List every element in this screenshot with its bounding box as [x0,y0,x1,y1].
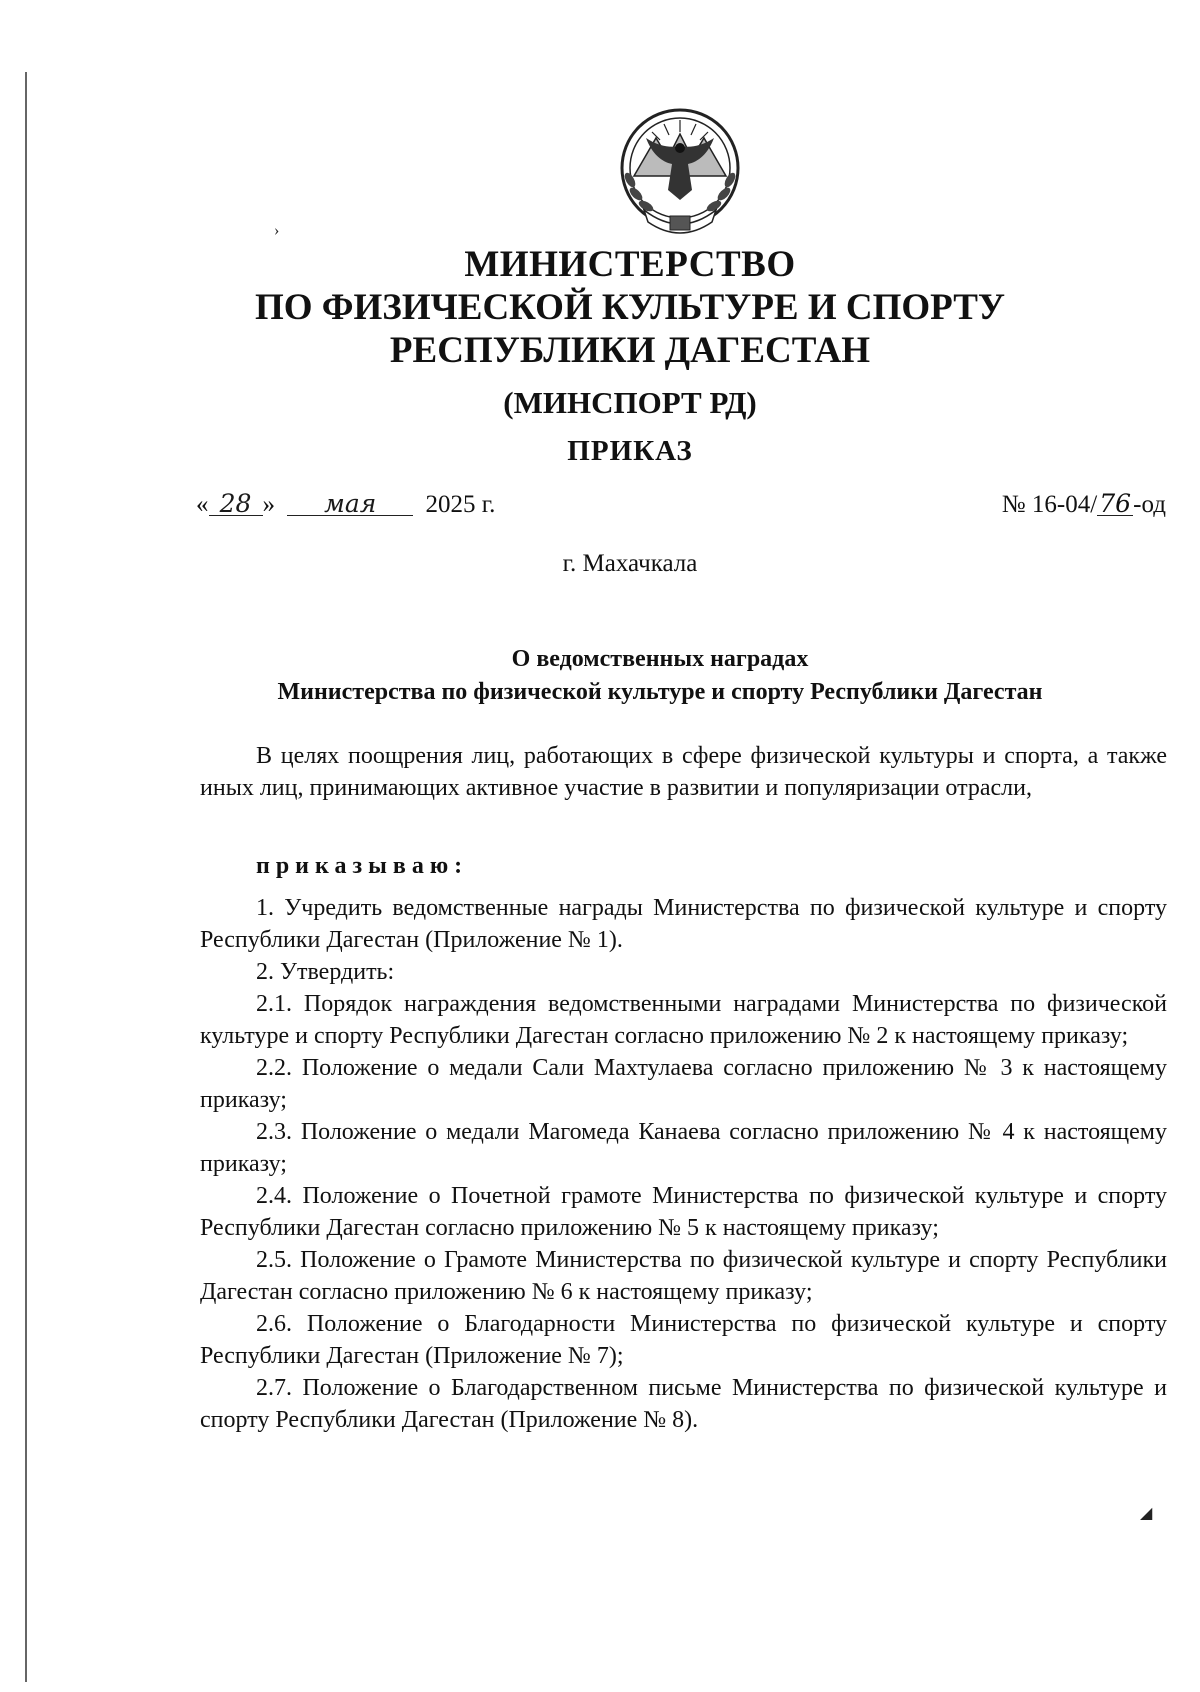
list-item: 2. Утвердить: [256,959,395,985]
title-line2: Министерства по физической культуре и спорту Республики Дагестан [277,679,1043,705]
document-title [200,643,1120,709]
city: г. Махачкала [562,550,698,577]
document-type: ПРИКАЗ [567,435,693,467]
intro-text: В целях поощрения лиц, работающих в сфере физической культуры и спорта, а также иных лиц, принимающих активное участие в развитии и популяризации отрасли, [200,743,1167,801]
ministry-abbreviation: (МИНСПОРТ РД) [503,385,757,420]
order-number-handwritten: 76 [1097,493,1133,516]
order-word: приказываю: [256,853,469,879]
order-number-prefix: № 16-04/ [1001,491,1098,518]
list-item: 2.4. Положение о Почетной грамоте Министерства по физической культуре и спорту Республики Дагестан согласно приложению № 5 к настоящему приказу; [200,1183,1167,1241]
date-year: 2025 г. [425,491,496,518]
intro-paragraph [200,740,1167,804]
ministry-title-line2: ПО ФИЗИЧЕСКОЙ КУЛЬТУРЕ И СПОРТУ [254,287,1006,328]
date-month-handwritten: мая [287,493,413,516]
order-word-paragraph [200,850,1167,882]
ministry-title-line1: МИНИСТЕРСТВО [464,244,796,285]
title-line1: О ведомственных наградах [511,646,809,672]
order-number [1002,490,1166,520]
order-date [196,490,495,520]
list-item: 2.7. Положение о Благодарственном письме Министерства по физической культуре и спорту Республики Дагестан (Приложение № 8). [200,1375,1167,1433]
scan-artifact-mark: ◢ [1140,1505,1153,1522]
list-item: 2.5. Положение о Грамоте Министерства по физической культуре и спорту Республики Дагестан согласно приложению № 6 к настоящему приказу; [200,1247,1167,1305]
scan-edge-line [25,72,27,1682]
date-close-quote: » [262,491,275,518]
order-items-list [200,892,1167,1436]
coat-of-arms-icon [608,98,753,240]
list-item: 2.3. Положение о медали Магомеда Канаева согласно приложению № 4 к настоящему приказу; [200,1119,1167,1177]
list-item: 2.6. Положение о Благодарности Министерства по физической культуре и спорту Республики Дагестан (Приложение № 7); [200,1311,1167,1369]
list-item: 2.1. Порядок награждения ведомственными наградами Министерства по физической культуре и спорту Республики Дагестан согласно приложению № 2 к настоящему приказу; [200,991,1167,1049]
ministry-title-line3: РЕСПУБЛИКИ ДАГЕСТАН [389,330,871,371]
date-open-quote: « [196,491,209,518]
list-item: 1. Учредить ведомственные награды Министерства по физической культуре и спорту Республики Дагестан (Приложение № 1). [200,895,1167,953]
date-day-handwritten: 28 [209,493,263,516]
scan-artifact-mark: › [274,222,280,239]
order-number-suffix: -од [1133,491,1166,518]
list-item: 2.2. Положение о медали Сали Махтулаева согласно приложению № 3 к настоящему приказу; [200,1055,1167,1113]
